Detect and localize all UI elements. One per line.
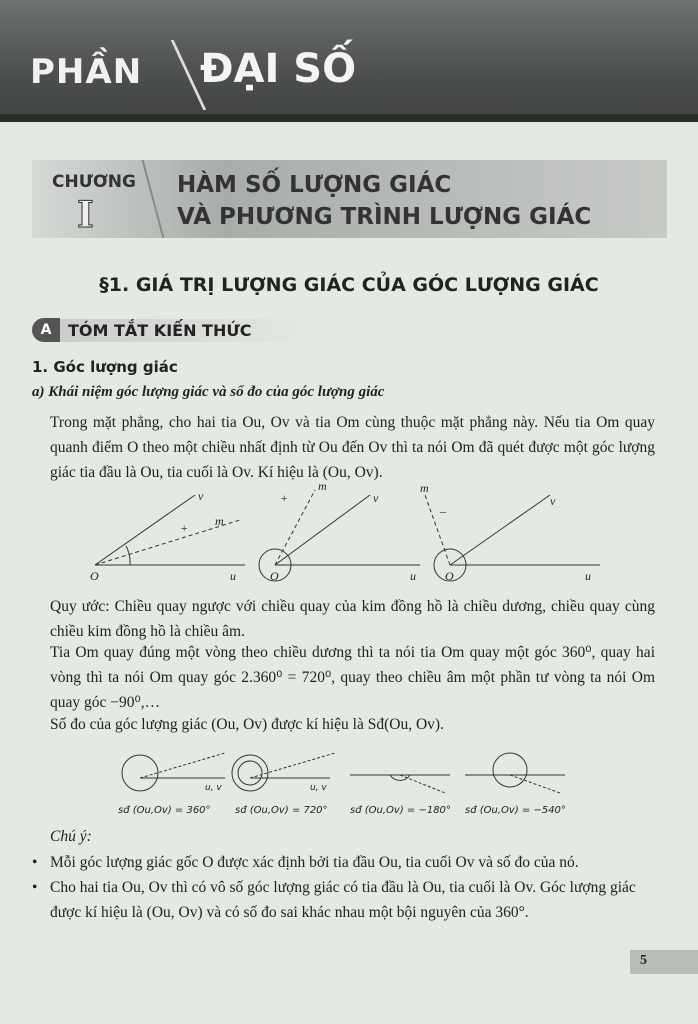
label-minus3: – xyxy=(440,504,446,518)
heading-2: a) Khái niệm góc lượng giác và số đo của góc lượng giác xyxy=(32,384,385,400)
caption-minus540: sđ (Ou,Ov) = −540° xyxy=(465,805,566,816)
label-uv1: u, v xyxy=(205,783,222,793)
measure-diagrams xyxy=(110,745,570,795)
paragraph-measure: Số đo của góc lượng giác (Ou, Ov) được kí hiệu là Sđ(Ou, Ov). xyxy=(50,716,444,733)
label-uv2: u, v xyxy=(310,783,327,793)
chapter-label: CHƯƠNG xyxy=(52,172,136,192)
angle-diagrams xyxy=(80,480,640,590)
label-v3: v xyxy=(550,494,556,508)
subsection-badge: A xyxy=(32,318,60,342)
caption-minus180: sđ (Ou,Ov) = −180° xyxy=(350,805,451,816)
caption-360: sđ (Ou,Ov) = 360° xyxy=(118,805,211,816)
label-m3: m xyxy=(420,481,429,495)
label-u3: u xyxy=(585,569,591,583)
chapter-title-line2: VÀ PHƯƠNG TRÌNH LƯỢNG GIÁC xyxy=(177,204,592,230)
note-item: • Mỗi góc lượng giác gốc O được xác định bởi tia đầu Ou, tia cuối Ov và số đo của nó. xyxy=(32,850,657,875)
part-banner xyxy=(0,0,698,122)
paragraph-rotation: Tia Om quay đúng một vòng theo chiều dương thì ta nói tia Om quay một góc 360⁰, quay hai vòng thì ta nói Om quay góc 2.360⁰ = 720⁰, quay theo chiều âm một phần tư vòng ta nói Om quay góc −90⁰,… xyxy=(50,644,655,711)
part-label: PHẦN xyxy=(30,52,143,92)
label-o: O xyxy=(90,569,99,583)
paragraph-definition: Trong mặt phẳng, cho hai tia Ou, Ov và tia Om cùng thuộc mặt phẳng này. Nếu tia Om quay quanh điểm O theo một chiều nhất định từ Ou đến Ov thì ta nói Om đã quét được một góc lượng giác tia đầu là Ou, tia cuối là Ov. Kí hiệu là (Ou, Ov). xyxy=(50,414,655,481)
note-item: • Cho hai tia Ou, Ov thì có vô số góc lượng giác có tia đầu là Ou, tia cuối là Ov. Góc lượng giác được kí hiệu là (Ou, Ov) và có số đo sai khác nhau một bội nguyên của 360°. xyxy=(32,875,657,925)
chapter-number: I xyxy=(77,194,94,236)
label-u2: u xyxy=(410,569,416,583)
chapter-header xyxy=(32,160,667,238)
note-label: Chú ý: xyxy=(50,828,92,845)
page-number: 5 xyxy=(630,950,698,974)
label-v: v xyxy=(198,489,204,503)
label-m2: m xyxy=(318,480,327,493)
section-title: §1. GIÁ TRỊ LƯỢNG GIÁC CỦA GÓC LƯỢNG GIÁC xyxy=(99,274,599,296)
heading-1: 1. Góc lượng giác xyxy=(32,358,178,376)
notes-list xyxy=(32,850,657,925)
chapter-title-line1: HÀM SỐ LƯỢNG GIÁC xyxy=(177,172,452,198)
label-m: m xyxy=(215,514,224,528)
part-title: ĐẠI SỐ xyxy=(200,46,357,92)
subsection-title: TÓM TẮT KIẾN THỨC xyxy=(60,319,311,342)
paragraph-convention: Quy ước: Chiều quay ngược với chiều quay của kim đồng hồ là chiều dương, chiều quay cùng chiều kim đồng hồ là chiều âm. xyxy=(50,598,655,640)
label-o3: O xyxy=(445,569,454,583)
label-u: u xyxy=(230,569,236,583)
banner-bar xyxy=(0,114,698,122)
label-plus2: + xyxy=(280,491,289,505)
label-plus: + xyxy=(180,521,189,535)
caption-720: sđ (Ou,Ov) = 720° xyxy=(235,805,328,816)
subsection-header xyxy=(32,318,311,342)
chapter-divider xyxy=(142,160,165,238)
label-o2: O xyxy=(270,569,279,583)
label-v2: v xyxy=(373,491,379,505)
